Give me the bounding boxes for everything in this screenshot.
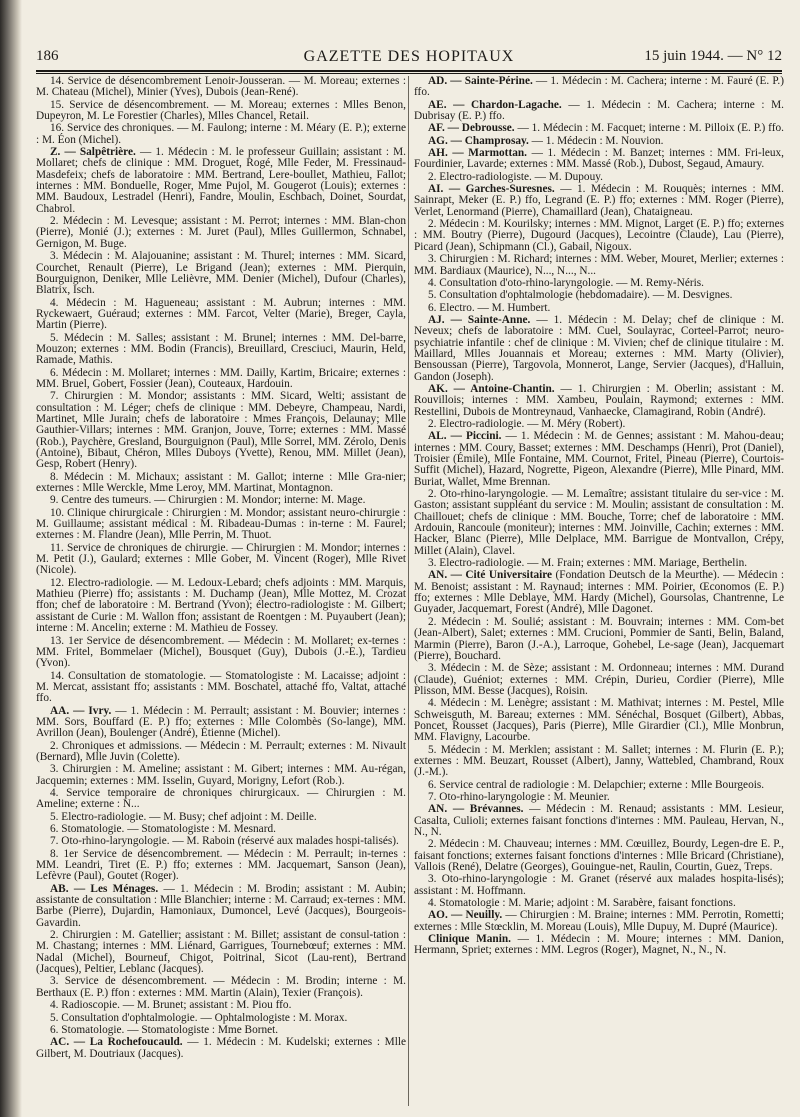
entry-text: 2. Médecin : M. Kourilsky; internes : MM. Mignot, Larget (E. P.) ffo; externes : MM. Boutry (Pierre), Dugourd (Jacques), Lecointre (Claude), Lau (Pierre), Picard (Jean), Schipmann (Cl.), Gabail, Nigoux. [414, 218, 784, 253]
list-item [36, 391, 406, 470]
list-item [414, 804, 784, 838]
entry-text: 8. Médecin : M. Michaux; assistant : M. Gallot; interne : Mlle Gra-nier; externes : Mlle Werckle, Mme Leroy, MM. Martinat, Montagnon. [36, 470, 406, 495]
list-item [36, 741, 406, 764]
list-item [36, 812, 406, 823]
list-item [36, 706, 406, 740]
list-item [414, 431, 784, 488]
entry-text: 2. Electro-radiologiste. — M. Dupouy. [428, 170, 603, 183]
list-item [414, 934, 784, 957]
list-item [36, 578, 406, 635]
entry-text: 2. Médecin : M. Levesque; assistant : M. Perrot; internes : MM. Blan-chon (Pierre), Monié (J.); externes : M. Juret (Paul), Mlles Guillermon, Schnabel, Gernigon, M. Buge. [36, 215, 406, 250]
page-header [36, 46, 782, 68]
issue-date: 15 juin 1944. — N° 12 [644, 48, 782, 64]
entry-text: — 1. Médecin : M. Rouquès; internes : MM. Sainrapt, Meker (E. P.) ffo, Legrand (E. P.) ffo; externes : MM. Roger (Pierre), Verlet, Lenormand (Pierre), Chamaillard (Jean), Chataigneau. [414, 183, 784, 218]
list-item [36, 976, 406, 999]
list-item [414, 780, 784, 791]
entry-text: — 1. Chirurgien : M. Oberlin; assistant : M. Rouvillois; internes : MM. Xambeu, Poulain, Raymond; externes : MM. Restellini, Dubois de Montreynaud, Vanhaecke, Clamagirand, Robin (André). [414, 382, 784, 418]
hospital-heading: AK. — Antoine-Chantin. [428, 382, 555, 395]
entry-text: 14. Consultation de stomatologie. — Stomatologiste : M. Lacaisse; adjoint : M. Mercat, assistant ffo; assistants : MM. Boschatel, attaché ffo, Valtat, attaché ffo. [36, 669, 406, 705]
list-item [36, 76, 406, 99]
entry-text: 2. Oto-rhino-laryngologie. — M. Lemaître; assistant titulaire du ser-vice : M. Gaston; assistant suppléant du service : M. Moulin; assistant de consultation : M. Chaillouet; chefs de clinique : MM. Bouche, Torre; chef de laboratoire : MM. Ardouin, Rancoule (moniteur); internes : MM. Joinville, Cachin; externes : MM. Hacker, Blanc (Pierre), Mlle Delplace, MM. Barrigue de Montvallon, Crépy, Millet (Alain), Clavel. [414, 488, 784, 557]
list-item [36, 671, 406, 705]
list-item [36, 824, 406, 835]
list-item [36, 836, 406, 847]
entry-text: 5. Consultation d'ophtalmologie. — Ophtalmologiste : M. Morax. [50, 1011, 348, 1024]
list-item [414, 172, 784, 183]
entry-text: 6. Electro. — M. Humbert. [428, 301, 551, 314]
list-item [414, 303, 784, 314]
list-item [36, 930, 406, 975]
entry-text: — 1. Médecin : M. Cachera; interne : M. Fauré (E. P.) ffo. [414, 76, 784, 99]
entry-text: 5. Médecin : M. Merklen; assistant : M. Sallet; internes : M. Flurin (E. P.); externes : MM. Beuzart, Rousset (Albert), Janny, Wattebled, Chambrand, Roux (J.-M.). [414, 743, 784, 779]
entry-text: — 1. Médecin : M. Banzet; internes : MM. Fri-leux, Fourdinier, Lavarde; externes : MM. Massé (Rob.), Dubost, Segaud, Amaury. [414, 147, 784, 171]
list-item [414, 254, 784, 277]
list-item [36, 884, 406, 929]
list-item [36, 543, 406, 577]
hospital-heading: AB. — Les Ménages. [50, 882, 159, 895]
list-item [36, 216, 406, 250]
list-item [36, 1025, 406, 1036]
entry-text: — 1. Médecin : M. Kudelski; externes : Mlle Gilbert, M. Doutriaux (Jacques). [36, 1036, 406, 1060]
entry-text: 7. Chirurgien : M. Mondor; assistants : MM. Sicard, Welti; assistant de consultation : M. Léger; chefs de clinique : MM. Debeyre, Champeau, Nardi, Martinet, Mlle Jurain; chefs de laboratoire : Mmes François, Delaunay; Mlle Gauthier-Villars; internes : MM. Granjon, Jouve, Torre; externes : MM. Massé (Rob.), Paychère, Gresland, Bourguignon (Paul), Mlle Sorrel, MM. Zérolo, Denis (Antoine), Bibaut, Chéron, Mlles Duboys (Yvette), Renou, MM. Millet (Jean), Gesp, Robert (Henry). [36, 390, 406, 471]
entry-text: 6. Médecin : M. Mollaret; internes : MM. Dailly, Kartim, Bricaire; externes : MM. Bruel, Gobert, Fossier (Jean), Couteaux, Hardouin. [36, 366, 406, 390]
list-item [414, 278, 784, 289]
list-item [414, 76, 784, 99]
list-item [414, 558, 784, 569]
hospital-heading: AG. — Champrosay. [428, 134, 529, 147]
journal-title: GAZETTE DES HOPITAUX [303, 48, 515, 65]
list-item [36, 788, 406, 811]
entry-text: 4. Médecin : M. Hagueneau; assistant : M. Aubrun; internes : MM. Ryckewaert, Guéraud; externes : MM. Farcot, Velter (Marie), Breger, Cayla, Martin (Pierre). [36, 296, 406, 332]
entry-text: 4. Service temporaire de chroniques chirurgicaux. — Chirurgien : M. Ameline; externe : N... [36, 786, 406, 811]
entry-text: 15. Service de désencombrement. — M. Moreau; externes : Mlles Benon, Dupeyron, M. Le Forestier (Charles), Mlles Chancel, Retail. [36, 98, 406, 123]
entry-text: — 1. Médecin : M. Facquet; interne : M. Pilloix (E. P.) ffo. [514, 122, 784, 135]
list-item [414, 219, 784, 253]
hospital-heading: AN. — Brévannes. [428, 803, 524, 816]
list-item [36, 100, 406, 123]
list-item [414, 745, 784, 779]
list-item [414, 136, 784, 147]
hospital-heading: AN. — Cité Universitaire [428, 569, 553, 582]
entry-text: 6. Stomatologie. — Stomatologiste : M. Mesnard. [50, 823, 276, 835]
entry-text: — 1. Médecin : M. Brodin; assistant : M. Aubin; assistante de consultation : Mlle Blanchier; interne : M. Carraud; ex-ternes : MM. Barbe (Pierre), Dujardin, Hamoniaux, Dumoncel, Levé (Jacques), Bourgeois-Gavardin. [36, 882, 406, 929]
list-item [414, 100, 784, 123]
entry-text: — Médecin : M. Renaud; assistants : MM. Lesieur, Casalta, Culioli; externes faisant fonctions d'internes : MM. Pauleau, Hervan, N., N., N. [414, 803, 784, 838]
list-item [36, 251, 406, 296]
list-item [414, 792, 784, 803]
entry-text: (Fondation Deutsch de la Meurthe). — Médecin : M. Benoist; assistant : M. Raynaud; internes : MM. Poirier, Œconomos (E. P.) ffo; externes : Mlle Deblaye, MM. Hardy (Michel), Goursolas, Chantrenne, Le Guyader, Jacquemart, Forest (André), Mlle Dagonet. [414, 569, 784, 616]
entry-text: 2. Médecin : M. Chauveau; internes : MM. Cœuillez, Bourdy, Legen-dre E. P., faisant fonctions; externes faisant fonctions d'internes : Mlle Bricard (Christiane), Vallois (René), Delatre (Georges), Gouingue-net, Raulin, Courtin, Guez, Treps. [414, 838, 784, 874]
list-item [414, 898, 784, 909]
entry-text: — 1. Médecin : M. le professeur Guillain; assistant : M. Mollaret; chefs de clinique : MM. Droguet, Rogé, Mlle Feder, M. Fressinaud-Masdefeix; chefs de laboratoire : MM. Bertrand, Lere-boullet, Mathieu, Fallot; internes : MM. Bonduelle, Roger, Mme Pujol, M. Gougerot (Louis); externes : MM. Baudoux, Lestradel (Henri), Fandre, Moulin, Eschbach, Doinet, Sourdat, Chabrol. [36, 146, 406, 215]
list-item [36, 123, 406, 146]
entry-text: 13. 1er Service de désencombrement. — Médecin : M. Mollaret; ex-ternes : MM. Fritel, Bommelaer (Michel), Bousquet (Guy), Dubois (J.-E.), Tardieu (Yvon). [36, 634, 406, 670]
list-item [414, 839, 784, 873]
entry-text: 11. Service de chroniques de chirurgie. — Chirurgien : M. Mondor; internes : M. Petit (J.), Gaulard; externes : Mlle Gober, M. Vincent (Roger), Mlle Rivet (Nicole). [36, 541, 406, 577]
column-divider [408, 76, 409, 1106]
entry-text: — 1. Médecin : M. Delay; chef de clinique : M. Neveux; chefs de laboratoire : MM. Cuel, Soulayrac, Corteel-Parrot; neuro-psychiatrie infantile : chef de clinique : M. Vivien; chef de clinique titulaire : M. Maillard, Mlles Jouannais et Moreau; externes : MM. Marty (Olivier), Bensoussan (Pierre), Targovola, Monnerot, Lange, Servier (Jacques), d'Halluin, Gandon (Joseph). [414, 313, 784, 383]
entry-text: 6. Service central de radiologie : M. Delapchier; externe : Mlle Bourgeois. [428, 778, 765, 791]
entry-text: 12. Electro-radiologie. — M. Ledoux-Lebard; chefs adjoints : MM. Marquis, Mathieu (Pierre) ffo; assistants : M. Duchamp (Jean), Mlle Mottez, M. Crozat ffon; chef de laboratoire : M. Bertrand (Yvon); électro-radiologiste : M. Gilbert; assistant de Curie : M. Wallon ffon; assistant de Roentgen : M. Puyaubert (Jean); interne : M. Ancelin; externe : M. Mathieu de Fossey. [36, 576, 406, 635]
list-item [36, 1013, 406, 1024]
entry-text: 16. Service des chroniques. — M. Faulong; interne : M. Méary (E. P.); externe : M. Éon (Michel). [36, 122, 406, 146]
entry-text: 2. Médecin : M. Soulié; assistant : M. Bouvrain; internes : MM. Com-bet (Jean-Albert), Salet; externes : MM. Crucioni, Pommier de Santi, Belin, Baland, Marmin (Pierre), Baron (J.-A.), Larroque, Gohebel, Le-sage (Jean), Jacquemart (Pierre), Bouchard. [414, 615, 784, 662]
entry-text: 2. Chroniques et admissions. — Médecin : M. Perrault; externes : M. Nivault (Bernard), Mlle Juvin (Colette). [36, 739, 406, 763]
list-item [414, 315, 784, 383]
list-item [36, 333, 406, 367]
entry-text: 10. Clinique chirurgicale : Chirurgien : M. Mondor; assistant neuro-chirurgie : M. Guillaume; assistant médical : M. Ribadeau-Dumas : in-terne : M. Faurel; externes : M. Flandre (Jean), Mlle Perrin, M. Thuot. [36, 506, 406, 542]
entry-text: — 1. Médecin : M. Moure; internes : MM. Danion, Hermann, Spriet; externes : MM. Legros (Roger), Magnet, N., N., N. [414, 933, 784, 957]
list-item [414, 910, 784, 933]
list-item [414, 489, 784, 557]
hospital-heading: AA. — Ivry. [50, 704, 112, 717]
entry-text: 3. Médecin : M. de Sèze; assistant : M. Ordonneau; internes : MM. Durand (Claude), Guéniot; externes : MM. Crépin, Durieu, Cordier (Pierre), Mlle Plisson, MM. Besse (Jacques), Roisin. [414, 662, 784, 697]
hospital-heading: AC. — La Rochefoucauld. [50, 1036, 183, 1049]
entry-text: 9. Centre des tumeurs. — Chirurgien : M. Mondor; interne: M. Mage. [50, 494, 366, 507]
hospital-heading: Z. — Salpêtrière. [50, 146, 136, 159]
hospital-heading: AF. — Debrousse. [428, 122, 515, 135]
entry-text: 3. Médecin : M. Alajouanine; assistant : M. Thurel; internes : MM. Sicard, Courchet, Renault (Pierre), Le Brigand (Jean); externes : MM. Pierquin, Bourguignon, Deniker, Mlle Lelièvre, MM. Denier (Michel), Dufour (Charles), Blatrix, Isch. [36, 250, 406, 297]
list-item [414, 290, 784, 301]
entry-text: 3. Chirurgien : M. Ameline; assistant : M. Gibert; internes : MM. Au-régan, Jacquemin; externes : MM. Isselin, Guyard, Morigny, Lefort (Rob.). [36, 763, 406, 787]
left-column [36, 76, 406, 1108]
entry-text: 2. Chirurgien : M. Gatellier; assistant : M. Billet; assistant de consul-tation : M. Chastang; internes : MM. Liénard, Garrigues, Tournebœuf; externes : MM. Nadal (Michel), Bourneuf, Chigot, Poitrinal, Sicot (Lau-rent), Bertrand (Jacques), Peltier, Leblanc (Jacques). [36, 929, 406, 976]
list-item [36, 1037, 406, 1060]
entry-text: 3. Chirurgien : M. Richard; internes : MM. Weber, Mouret, Merlier; externes : MM. Bardiaux (Maurice), N..., N..., N... [414, 253, 784, 277]
list-item [36, 147, 406, 215]
entry-text: 5. Médecin : M. Salles; assistant : M. Brunel; internes : MM. Del-barre, Mouzon; externes : MM. Bodin (Francis), Breuillard, Cresciuci, Maurin, Held, Ramade, Mathis. [36, 331, 406, 367]
page-binding-shadow [0, 0, 22, 1117]
list-item [414, 148, 784, 171]
hospital-heading: AJ. — Sainte-Anne. [428, 313, 531, 326]
hospital-heading: Clinique Manin. [428, 933, 511, 946]
hospital-heading: AO. — Neuilly. [428, 909, 503, 922]
entry-text: 4. Stomatologie : M. Marie; adjoint : M. Sarabère, faisant fonctions. [428, 897, 736, 910]
list-item [36, 368, 406, 391]
list-item [414, 874, 784, 897]
entry-text: — 1. Médecin : M. de Gennes; assistant : M. Mahou-deau; internes : MM. Coury, Basset; externes : MM. Deschamps (Henri), Prot (Daniel), Troisier (Émile), Mlle Fontaine, MM. Cournot, Fritel, Pineau (Pierre), Courtois-Suffit (Michel), Hazard, Nogrette, Pigeon, Alexandre (Pierre), Mlle Pinard, MM. Buriat, Wallet, Mme Brennan. [414, 430, 784, 488]
page-number: 186 [36, 48, 59, 64]
list-item [36, 495, 406, 506]
entry-text: — Chirurgien : M. Braine; internes : MM. Perrotin, Rometti; externes : Mlle Stœcklin, M. Moreau (Louis), Mlle Dupuy, M. Dupré (Maurice). [414, 909, 784, 933]
right-column [414, 76, 784, 1108]
entry-text: 14. Service de désencombrement Lenoir-Jousseran. — M. Moreau; externes : M. Chateau (Michel), Minier (Yves), Dubois (Jean-René). [36, 76, 406, 99]
list-item [36, 298, 406, 332]
list-item [414, 123, 784, 134]
entry-text: 5. Electro-radiologie. — M. Busy; chef adjoint : M. Deille. [50, 810, 317, 823]
hospital-heading: AD. — Sainte-Périne. [428, 76, 533, 87]
list-item [36, 849, 406, 883]
list-item [36, 508, 406, 542]
entry-text: — 1. Médecin : M. Cachera; interne : M. Dubrisay (E. P.) ffo. [414, 98, 784, 123]
entry-text: — 1. Médecin : M. Nouvion. [528, 134, 664, 147]
entry-text: 4. Consultation d'oto-rhino-laryngologie. — M. Remy-Néris. [428, 276, 704, 289]
list-item [414, 617, 784, 662]
list-item [414, 698, 784, 743]
entry-text: 4. Radioscopie. — M. Brunet; assistant : M. Piou ffo. [50, 999, 292, 1012]
header-rule-thin [36, 73, 782, 74]
list-item [36, 472, 406, 495]
hospital-heading: AL. — Piccini. [428, 430, 502, 443]
entry-text: 2. Electro-radiologie. — M. Méry (Robert). [428, 417, 626, 430]
entry-text: 7. Oto-rhino-laryngologie : M. Meunier. [428, 790, 610, 803]
hospital-heading: AI. — Garches-Suresnes. [428, 183, 555, 196]
entry-text: 8. 1er Service de désencombrement. — Médecin : M. Perrault; in-ternes : MM. Leandri, Tiret (E. P.) ffo; externes : MM. Jacquemart, Sanson (Jean), Lefèvre (Paul), Goutet (Roger). [36, 847, 406, 883]
list-item [414, 384, 784, 418]
hospital-heading: AH. — Marmottan. [428, 147, 527, 160]
entry-text: — 1. Médecin : M. Perrault; assistant : M. Bouvier; internes : MM. Sors, Bouffard (E. P.) ffo; externes : Mlle Colombès (So-lange), MM. Avrillon (Jean), Boulenger (André), Étienne (Michel). [36, 704, 406, 740]
entry-text: 6. Stomatologie. — Stomatologiste : Mme Bornet. [50, 1023, 279, 1036]
list-item [36, 764, 406, 787]
list-item [414, 419, 784, 430]
entry-text: 7. Oto-rhino-laryngologie. — M. Raboin (réservé aux malades hospi-talisés). [50, 835, 399, 848]
list-item [36, 1000, 406, 1011]
entry-text: 5. Consultation d'ophtalmologie (hebdomadaire). — M. Desvignes. [428, 289, 733, 302]
list-item [414, 184, 784, 218]
list-item [36, 636, 406, 670]
header-rule [36, 70, 782, 72]
entry-text: 4. Médecin : M. Lenègre; assistant : M. Mathivat; internes : M. Pestel, Mlle Schweisguth, M. Bareau; externes : MM. Sénéchal, Bosquet (Gilbert), Abbas, Poncet, Rousset (Jacques), Paris (Pierre), Mlle Girardier (Cl.), Mlle Monbrun, MM. Flavigny, Lacourbe. [414, 697, 784, 744]
entry-text: 3. Service de désencombrement. — Médecin : M. Brodin; interne : M. Berthaux (E. P.) ffon : externes : MM. Martin (Alain), Texier (François). [36, 975, 406, 999]
entry-text: 3. Electro-radiologie. — M. Frain; externes : MM. Mariage, Berthelin. [428, 557, 748, 570]
list-item [414, 570, 784, 615]
hospital-heading: AE. — Chardon-Lagache. [428, 98, 562, 111]
list-item [414, 663, 784, 697]
entry-text: 3. Oto-rhino-laryngologie : M. Granet (réservé aux malades hospita-lisés); assistant : M. Hoffmann. [414, 873, 784, 897]
